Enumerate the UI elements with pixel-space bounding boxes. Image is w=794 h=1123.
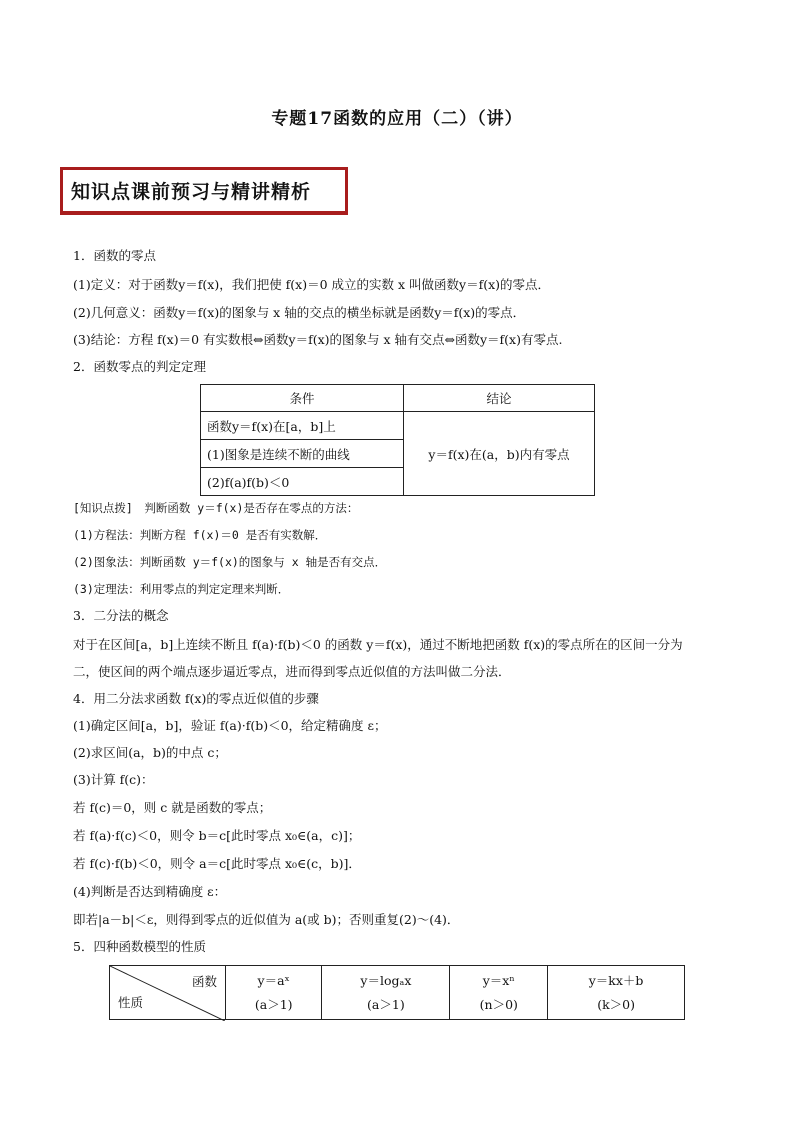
tip-line: (2)图象法：判断函数 y＝f(x)的图象与 x 轴是否有交点． xyxy=(73,555,387,569)
model-condition: (k＞0) xyxy=(597,996,635,1012)
heading-bisection: 3．二分法的概念 xyxy=(73,608,169,623)
step-line: 即若|a－b|＜ε，则得到零点的近似值为 a(或 b)；否则重复(2)～(4)． xyxy=(73,912,460,927)
theorem-table xyxy=(200,384,595,496)
header-condition: 条件 xyxy=(201,385,404,412)
diagonal-header-cell xyxy=(110,966,226,1020)
page-title: 专题17函数的应用（二）（讲） xyxy=(271,109,523,129)
section-banner-text: 知识点课前预习与精讲精析 xyxy=(71,181,312,203)
bisection-line: 对于在区间[a，b]上连续不断且 f(a)·f(b)＜0 的函数 y＝f(x)，通过不断地把函数 f(x)的零点所在的区间一分为 xyxy=(73,637,683,652)
model-function: y＝aˣ xyxy=(257,972,290,988)
heading-zero-point: 1．函数的零点 xyxy=(73,248,156,263)
step-line: (4)判断是否达到精确度 ε： xyxy=(73,884,227,899)
condition-cell: 函数y＝f(x)在[a，b]上 xyxy=(201,412,404,440)
header-conclusion: 结论 xyxy=(404,385,595,412)
model-function: y＝kx＋b xyxy=(588,972,644,988)
step-line: 若 f(c)＝0，则 c 就是函数的零点； xyxy=(73,800,272,815)
tip-line: (1)方程法：判断方程 f(x)＝0 是否有实数解． xyxy=(73,528,327,542)
step-line: 若 f(c)·f(b)＜0，则令 a＝c[此时零点 x₀∈(c，b)]． xyxy=(73,856,361,871)
definition-line: (1)定义：对于函数y＝f(x)，我们把使 f(x)＝0 成立的实数 x 叫做函数y＝f(x)的零点． xyxy=(73,277,551,292)
model-condition: (a＞1) xyxy=(254,996,293,1012)
model-column-log xyxy=(322,966,450,1020)
conclusion-cell: y＝f(x)在(a，b)内有零点 xyxy=(404,412,595,496)
table-row xyxy=(110,966,685,1020)
condition-cell: (2)f(a)f(b)＜0 xyxy=(201,468,404,496)
model-function: y＝logₐx xyxy=(360,972,412,988)
geometric-meaning-line: (2)几何意义：函数y＝f(x)的图象与 x 轴的交点的横坐标就是函数y＝f(x)的零点． xyxy=(73,305,526,320)
function-model-table xyxy=(109,965,685,1020)
step-line: 若 f(a)·f(c)＜0，则令 b＝c[此时零点 x₀∈(a，c)]； xyxy=(73,828,361,843)
section-banner xyxy=(60,167,348,215)
heading-models: 5．四种函数模型的性质 xyxy=(73,939,206,954)
conclusion-line: (3)结论：方程 f(x)＝0 有实数根⇔函数y＝f(x)的图象与 x 轴有交点⇔函数y＝f(x)有零点. xyxy=(73,332,563,347)
model-function: y＝xⁿ xyxy=(482,972,515,988)
bisection-line: 二，使区间的两个端点逐步逼近零点，进而得到零点近似值的方法叫做二分法． xyxy=(73,664,511,679)
model-column-power xyxy=(450,966,548,1020)
table-header-row xyxy=(201,385,595,412)
heading-theorem: 2．函数零点的判定定理 xyxy=(73,359,206,374)
corner-bottom-label: 性质 xyxy=(118,995,144,1010)
condition-cell: (1)图象是连续不断的曲线 xyxy=(201,440,404,468)
step-line: (3)计算 f(c)： xyxy=(73,772,154,787)
step-line: (2)求区间(a，b)的中点 c； xyxy=(73,745,227,760)
tip-heading: [知识点拨] 判断函数 y＝f(x)是否存在零点的方法： xyxy=(73,501,359,515)
model-condition: (n＞0) xyxy=(479,996,518,1012)
model-condition: (a＞1) xyxy=(367,996,405,1012)
heading-steps: 4．用二分法求函数 f(x)的零点近似值的步骤 xyxy=(73,691,319,706)
tip-line: (3)定理法：利用零点的判定定理来判断． xyxy=(73,582,290,596)
table-row xyxy=(201,412,595,440)
section-banner-box xyxy=(63,170,345,211)
model-column-exp xyxy=(226,966,322,1020)
model-column-linear xyxy=(548,966,685,1020)
step-line: (1)确定区间[a，b]，验证 f(a)·f(b)＜0，给定精确度 ε； xyxy=(73,718,387,733)
corner-top-label: 函数 xyxy=(191,974,217,989)
